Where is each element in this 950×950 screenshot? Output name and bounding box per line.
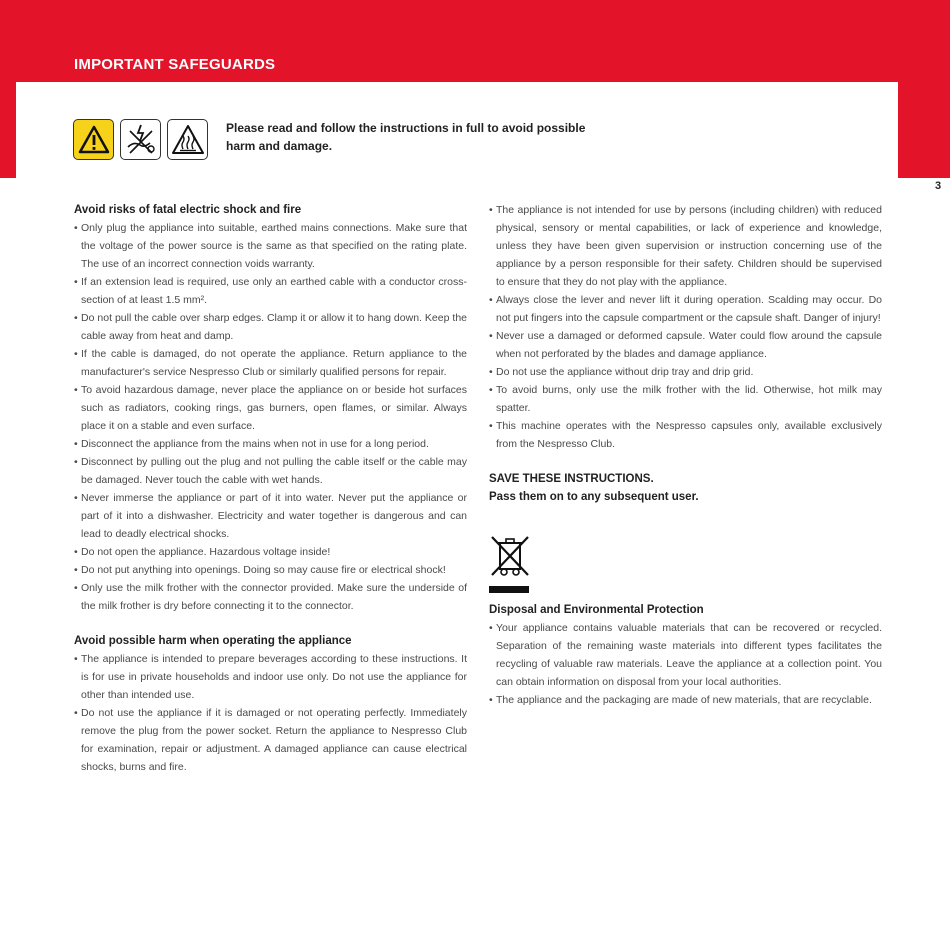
list-item: • Do not open the appliance. Hazardous voltage inside!	[74, 543, 467, 561]
list-item: • Never immerse the appliance or part of it into water. Never put the appliance or part of it into a dishwasher. Electricity and water together is dangerous and can lead to deadly electrical shocks.	[74, 489, 467, 543]
section-title-harm: Avoid possible harm when operating the appliance	[74, 635, 352, 647]
warning-triangle-icon	[73, 119, 114, 160]
harm-continued-list	[489, 201, 882, 453]
list-item: • To avoid hazardous damage, never place the appliance on or beside hot surfaces such as radiators, cooking rings, gas burners, open flames, or similar. Always place it on a stable and even surface.	[74, 381, 467, 435]
page-number: 3	[935, 180, 942, 192]
list-item: • The appliance is intended to prepare beverages according to these instructions. It is for use in private households and indoor use only. Do not use the appliance for other than intended use.	[74, 650, 467, 704]
list-item: • Do not put anything into openings. Doing so may cause fire or electrical shock!	[74, 561, 467, 579]
list-item: • Always close the lever and never lift it during operation. Scalding may occur. Do not put fingers into the capsule compartment or the capsule shaft. Danger of injury!	[489, 291, 882, 327]
list-item: • Disconnect the appliance from the mains when not in use for a long period.	[74, 435, 467, 453]
list-item: • Disconnect by pulling out the plug and not pulling the cable itself or the cable may be damaged. Never touch the cable with wet hands.	[74, 453, 467, 489]
harm-list	[74, 650, 467, 776]
page-title: IMPORTANT SAFEGUARDS	[74, 56, 276, 73]
electric-list	[74, 219, 467, 615]
electric-shock-icon	[120, 119, 161, 160]
intro-text: Please read and follow the instructions in full to avoid possible harm and damage.	[226, 121, 586, 153]
hot-surface-icon	[167, 119, 208, 160]
pass-on-note: Pass them on to any subsequent user.	[489, 491, 699, 503]
list-item: • Only plug the appliance into suitable, earthed mains connections. Make sure that the voltage of the power source is the same as that specified on the rating plate. The use of an incorrect connection voids warranty.	[74, 219, 467, 273]
list-item: • To avoid burns, only use the milk frother with the lid. Otherwise, hot milk may spatter.	[489, 381, 882, 417]
list-item: • If the cable is damaged, do not operate the appliance. Return appliance to the manufacturer's service Nespresso Club or similarly qualified persons for repair.	[74, 345, 467, 381]
right-column	[489, 201, 882, 709]
list-item: • Your appliance contains valuable materials that can be recovered or recycled. Separation of the remaining waste materials into different types facilitates the recycling of valuable raw materials. Leave the appliance at a collection point. You can obtain information on disposal from your local authorities.	[489, 619, 882, 691]
list-item: • Never use a damaged or deformed capsule. Water could flow around the capsule when not perforated by the blades and damage appliance.	[489, 327, 882, 363]
list-item: • Do not pull the cable over sharp edges. Clamp it or allow it to hang down. Keep the cable away from heat and damp.	[74, 309, 467, 345]
header-band-left	[0, 82, 16, 178]
list-item: • Do not use the appliance if it is damaged or not operating perfectly. Immediately remove the plug from the power socket. Return the appliance to Nespresso Club for examination, repair or adjustment. A damaged appliance can cause electrical shocks, burns and fire.	[74, 704, 467, 776]
left-column	[74, 201, 467, 776]
section-title-electric: Avoid risks of fatal electric shock and fire	[74, 204, 302, 216]
list-item: • If an extension lead is required, use only an earthed cable with a conductor cross-section of at least 1.5 mm².	[74, 273, 467, 309]
crossed-out-bin-icon	[489, 534, 531, 593]
list-item: • Do not use the appliance without drip tray and drip grid.	[489, 363, 882, 381]
save-instructions: SAVE THESE INSTRUCTIONS.	[489, 473, 654, 485]
list-item: • The appliance and the packaging are made of new materials, that are recyclable.	[489, 691, 882, 709]
safety-icons	[73, 119, 208, 160]
list-item: • Only use the milk frother with the connector provided. Make sure the underside of the milk frother is dry before connecting it to the connector.	[74, 579, 467, 615]
section-title-disposal: Disposal and Environmental Protection	[489, 604, 704, 616]
list-item: • The appliance is not intended for use by persons (including children) with reduced physical, sensory or mental capabilities, or lack of experience and knowledge, unless they have been given supervision or instruction concerning use of the appliance by a person responsible for their safety. Children should be supervised to ensure that they do not play with the appliance.	[489, 201, 882, 291]
header-band-right	[898, 82, 950, 178]
disposal-list	[489, 619, 882, 709]
list-item: • This machine operates with the Nespresso capsules only, available exclusively from the Nespresso Club.	[489, 417, 882, 453]
